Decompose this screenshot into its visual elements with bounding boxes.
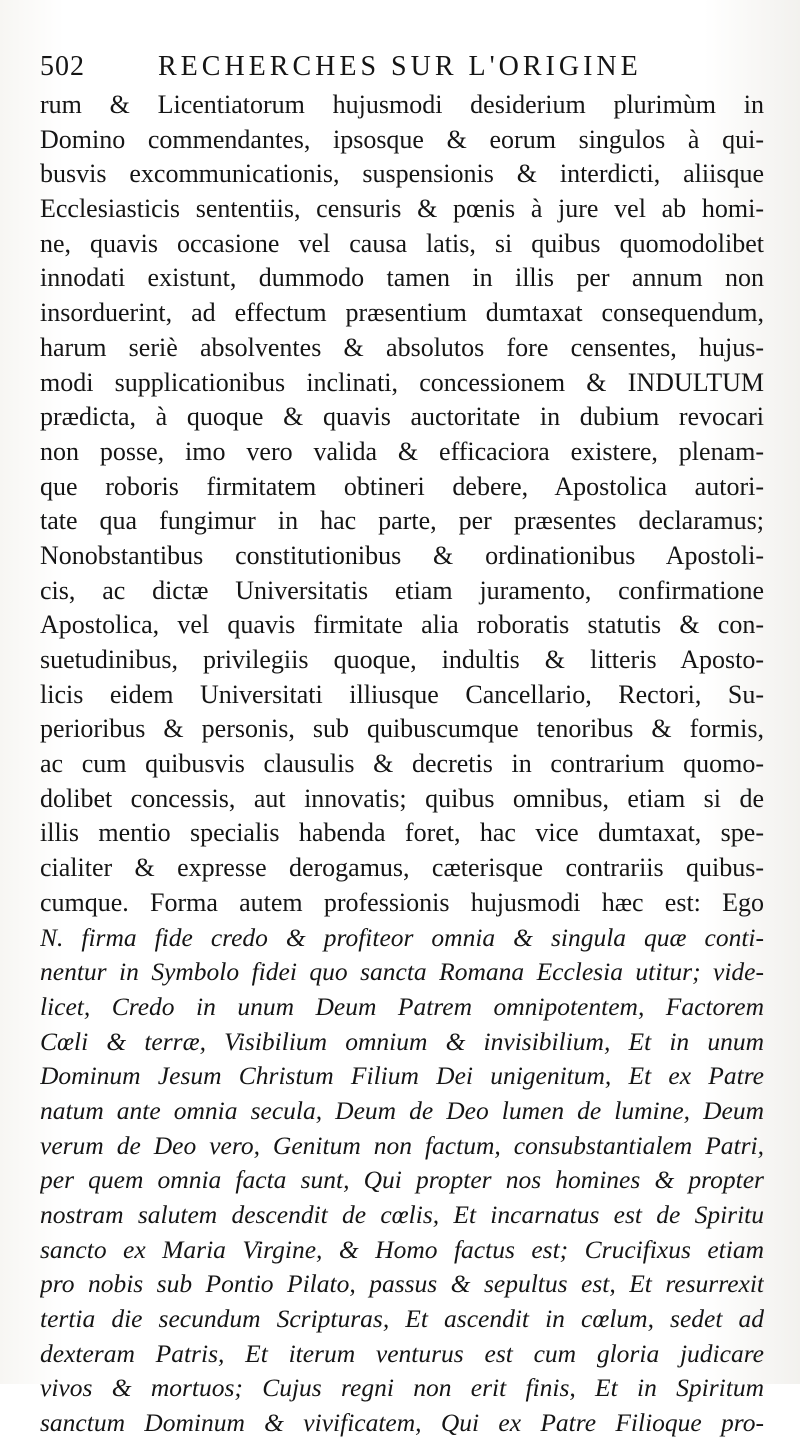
text-line: dolibet concessis, aut innovatis; quibus omnibus, etiam si de	[40, 783, 764, 813]
text-line: ac cum quibusvis clausulis & decretis in contrarium quomo-	[40, 749, 764, 779]
text-line: que roboris firmitatem obtineri debere, Apostolica autori-	[40, 471, 764, 501]
text-line: Nonobstantibus constitutionibus & ordinationibus Apostoli-	[40, 540, 764, 570]
body-text	[40, 88, 764, 1441]
text-line: busvis excommunicationis, suspensionis & interdicti, aliisque	[40, 159, 764, 189]
italic-text-line: N. firma fide credo & profiteor omnia & singula quæ conti-	[40, 922, 764, 952]
text-line: Domino commendantes, ipsosque & eorum singulos à qui-	[40, 124, 764, 154]
page-number: 502	[40, 51, 85, 82]
text-line: harum seriè absolventes & absolutos fore censentes, hujus-	[40, 332, 764, 362]
italic-text-line: verum de Deo vero, Genitum non factum, consubstantialem Patri,	[40, 1130, 764, 1160]
italic-text-line: dexteram Patris, Et iterum venturus est cum gloria judicare	[40, 1338, 764, 1368]
text-line: licis eidem Universitati illiusque Cancellario, Rectori, Su-	[40, 679, 764, 709]
text-line: cumque. Forma autem professionis hujusmodi hæc est: Ego	[40, 887, 764, 917]
text-line: tate qua fungimur in hac parte, per præsentes declaramus;	[40, 506, 764, 536]
italic-text-line: tertia die secundum Scripturas, Et ascendit in cœlum, sedet ad	[40, 1304, 764, 1334]
italic-text-line: per quem omnia facta sunt, Qui propter nos homines & propter	[40, 1165, 764, 1195]
text-line: perioribus & personis, sub quibuscumque tenoribus & formis,	[40, 714, 764, 744]
text-line: prædicta, à quoque & quavis auctoritate in dubium revocari	[40, 402, 764, 432]
italic-text-line: sanctum Dominum & vivificatem, Qui ex Patre Filioque pro-	[40, 1408, 764, 1438]
text-line: rum & Licentiatorum hujusmodi desiderium plurimùm in	[40, 90, 764, 119]
text-line: illis mentio specialis habenda foret, hac vice dumtaxat, spe-	[40, 818, 764, 848]
italic-text-line: nentur in Symbolo fidei quo sancta Romana Ecclesia utitur; vide-	[40, 957, 764, 987]
italic-text-line: vivos & mortuos; Cujus regni non erit finis, Et in Spiritum	[40, 1373, 764, 1403]
text-line: Apostolica, vel quavis firmitate alia roboratis statutis & con-	[40, 610, 764, 640]
text-line: Ecclesiasticis sententiis, censuris & pœnis à jure vel ab homi-	[40, 194, 764, 224]
italic-text-line: Dominum Jesum Christum Filium Dei unigenitum, Et ex Patre	[40, 1061, 764, 1091]
italic-text-line: pro nobis sub Pontio Pilato, passus & sepultus est, Et resurrexit	[40, 1269, 764, 1299]
running-title: RECHERCHES SUR L'ORIGINE	[158, 51, 642, 82]
italic-text-line: licet, Credo in unum Deum Patrem omnipotentem, Factorem	[40, 991, 764, 1021]
text-line: ne, quavis occasione vel causa latis, si quibus quomodolibet	[40, 228, 764, 258]
text-line: insorduerint, ad effectum præsentium dumtaxat consequendum,	[40, 298, 764, 328]
italic-text-line: Cœli & terræ, Visibilium omnium & invisibilium, Et in unum	[40, 1026, 764, 1056]
italic-text-line: natum ante omnia secula, Deum de Deo lumen de lumine, Deum	[40, 1095, 764, 1125]
text-line: non posse, imo vero valida & efficaciora existere, plenam-	[40, 436, 764, 466]
text-line: innodati existunt, dummodo tamen in illis per annum non	[40, 263, 764, 293]
text-line: modi supplicationibus inclinati, concessionem & INDULTUM	[40, 367, 764, 397]
italic-text-line: nostram salutem descendit de cœlis, Et incarnatus est de Spiritu	[40, 1200, 764, 1229]
italic-text-line: sancto ex Maria Virgine, & Homo factus est; Crucifixus etiam	[40, 1234, 764, 1264]
text-line: cis, ac dictæ Universitatis etiam juramento, confirmatione	[40, 575, 764, 605]
page-header	[40, 50, 760, 84]
text-line: cialiter & expresse derogamus, cæterisque contrariis quibus-	[40, 853, 764, 883]
text-line: suetudinibus, privilegiis quoque, indultis & litteris Aposto-	[40, 645, 764, 674]
